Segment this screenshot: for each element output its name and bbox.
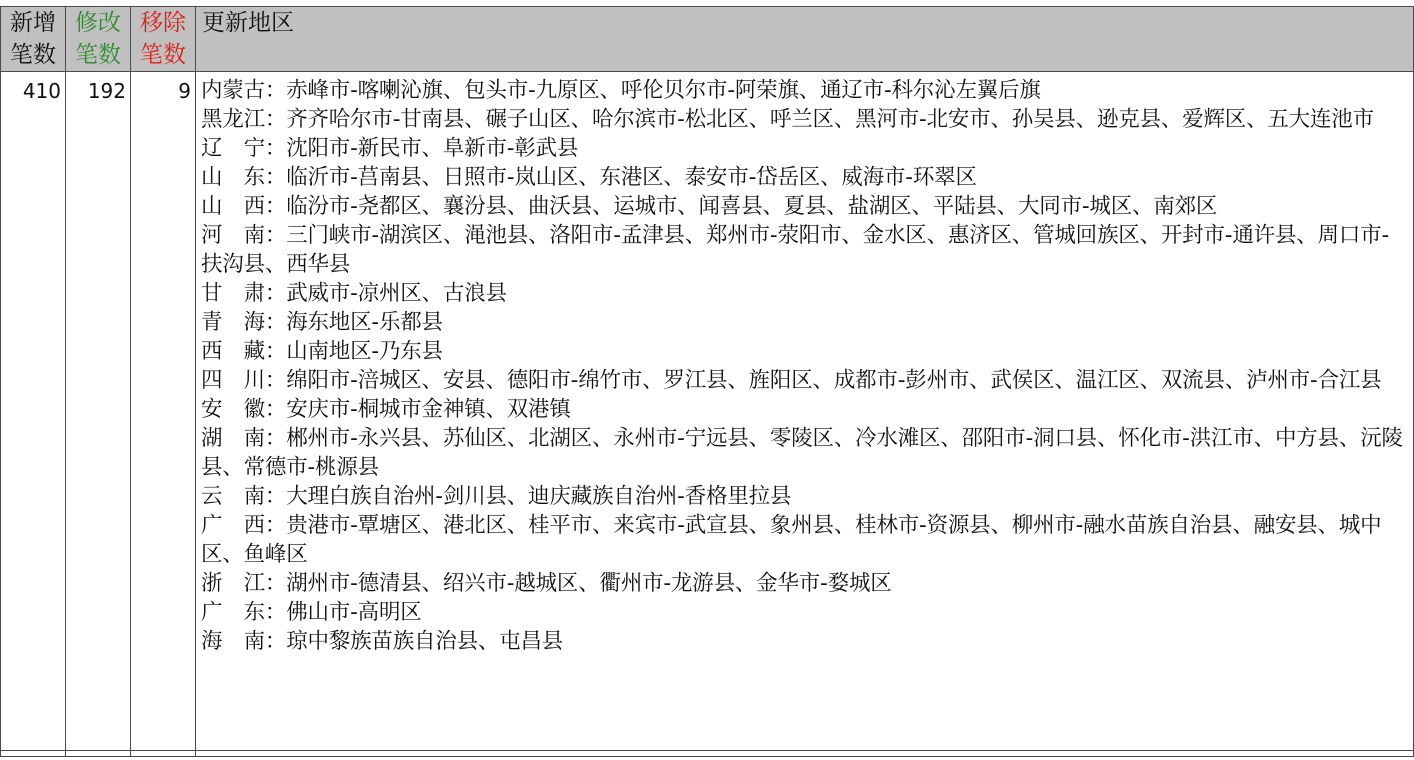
grid-bottom-line bbox=[0, 750, 1414, 751]
cell-removed-count[interactable]: 9 bbox=[131, 72, 196, 757]
header-new-line2: 笔数 bbox=[10, 42, 56, 68]
data-row bbox=[1, 72, 1414, 757]
region-line bbox=[201, 221, 1407, 279]
region-province: 湖 南： bbox=[201, 426, 287, 451]
region-areas: 海东地区-乐都县 bbox=[286, 310, 443, 335]
region-line bbox=[201, 163, 1407, 192]
region-areas: 三门峡市-湖滨区、渑池县、洛阳市-孟津县、郑州市-荥阳市、金水区、惠济区、管城回族区、开封市-通许县、周口市-扶沟县、西华县 bbox=[201, 223, 1389, 277]
region-province: 内蒙古： bbox=[201, 78, 287, 103]
header-modified-line2: 笔数 bbox=[75, 42, 121, 68]
region-province: 浙 江： bbox=[201, 571, 287, 596]
header-updated-regions[interactable]: 更新地区 bbox=[196, 7, 1414, 72]
region-areas: 佛山市-高明区 bbox=[286, 600, 422, 625]
region-line bbox=[201, 395, 1407, 424]
cell-updated-regions[interactable] bbox=[196, 72, 1414, 757]
region-areas: 琼中黎族苗族自治县、屯昌县 bbox=[286, 629, 564, 654]
region-province: 海 南： bbox=[201, 629, 287, 654]
region-areas: 沈阳市-新民市、阜新市-彰武县 bbox=[286, 136, 579, 161]
region-areas: 郴州市-永兴县、苏仙区、北湖区、永州市-宁远县、零陵区、冷水滩区、邵阳市-洞口县、怀化市-洪江市、中方县、沅陵县、常德市-桃源县 bbox=[201, 426, 1403, 480]
region-line bbox=[201, 424, 1407, 482]
region-areas: 临汾市-尧都区、襄汾县、曲沃县、运城市、闻喜县、夏县、盐湖区、平陆县、大同市-城区、南郊区 bbox=[286, 194, 1218, 219]
region-line bbox=[201, 511, 1407, 569]
region-province: 西 藏： bbox=[201, 339, 287, 364]
region-province: 甘 肃： bbox=[201, 281, 287, 306]
region-line bbox=[201, 279, 1407, 308]
header-modified-line1: 修改 bbox=[75, 10, 121, 36]
region-line bbox=[201, 134, 1407, 163]
region-areas: 赤峰市-喀喇沁旗、包头市-九原区、呼伦贝尔市-阿荣旗、通辽市-科尔沁左翼后旗 bbox=[286, 78, 1041, 103]
region-province: 广 西： bbox=[201, 513, 287, 538]
region-areas: 大理白族自治州-剑川县、迪庆藏族自治州-香格里拉县 bbox=[286, 484, 792, 509]
region-province: 河 南： bbox=[201, 223, 287, 248]
region-list bbox=[201, 76, 1407, 656]
region-province: 广 东： bbox=[201, 600, 287, 625]
region-line bbox=[201, 105, 1407, 134]
header-removed-count[interactable] bbox=[131, 7, 196, 72]
header-row bbox=[1, 7, 1414, 72]
header-removed-line1: 移除 bbox=[140, 10, 186, 36]
region-areas: 绵阳市-涪城区、安县、德阳市-绵竹市、罗江县、旌阳区、成都市-彭州市、武侯区、温江区、双流县、泸州市-合江县 bbox=[286, 368, 1382, 393]
region-province: 辽 宁： bbox=[201, 136, 287, 161]
region-line bbox=[201, 366, 1407, 395]
region-province: 云 南： bbox=[201, 484, 287, 509]
cell-new-count[interactable]: 410 bbox=[1, 72, 66, 757]
region-province: 黑龙江： bbox=[201, 107, 287, 132]
region-province: 青 海： bbox=[201, 310, 287, 335]
region-areas: 湖州市-德清县、绍兴市-越城区、衢州市-龙游县、金华市-婺城区 bbox=[286, 571, 892, 596]
region-areas: 武威市-凉州区、古浪县 bbox=[286, 281, 507, 306]
region-province: 山 东： bbox=[201, 165, 287, 190]
region-areas: 安庆市-桐城市金神镇、双港镇 bbox=[286, 397, 571, 422]
region-line bbox=[201, 598, 1407, 627]
region-province: 安 徽： bbox=[201, 397, 287, 422]
region-province: 四 川： bbox=[201, 368, 287, 393]
cell-modified-count[interactable]: 192 bbox=[66, 72, 131, 757]
region-line bbox=[201, 482, 1407, 511]
header-modified-count[interactable] bbox=[66, 7, 131, 72]
header-removed-line2: 笔数 bbox=[140, 42, 186, 68]
header-new-line1: 新增 bbox=[10, 10, 56, 36]
region-line bbox=[201, 337, 1407, 366]
region-line bbox=[201, 627, 1407, 656]
region-line bbox=[201, 569, 1407, 598]
region-areas: 贵港市-覃塘区、港北区、桂平市、来宾市-武宣县、象州县、桂林市-资源县、柳州市-融水苗族自治县、融安县、城中区、鱼峰区 bbox=[201, 513, 1382, 567]
header-new-count[interactable] bbox=[1, 7, 66, 72]
region-line bbox=[201, 76, 1407, 105]
region-line bbox=[201, 192, 1407, 221]
region-line bbox=[201, 308, 1407, 337]
region-areas: 临沂市-莒南县、日照市-岚山区、东港区、泰安市-岱岳区、威海市-环翠区 bbox=[286, 165, 977, 190]
update-summary-table bbox=[0, 6, 1414, 757]
region-province: 山 西： bbox=[201, 194, 287, 219]
region-areas: 山南地区-乃东县 bbox=[286, 339, 443, 364]
region-areas: 齐齐哈尔市-甘南县、碾子山区、哈尔滨市-松北区、呼兰区、黑河市-北安市、孙吴县、逊克县、爱辉区、五大连池市 bbox=[286, 107, 1374, 132]
